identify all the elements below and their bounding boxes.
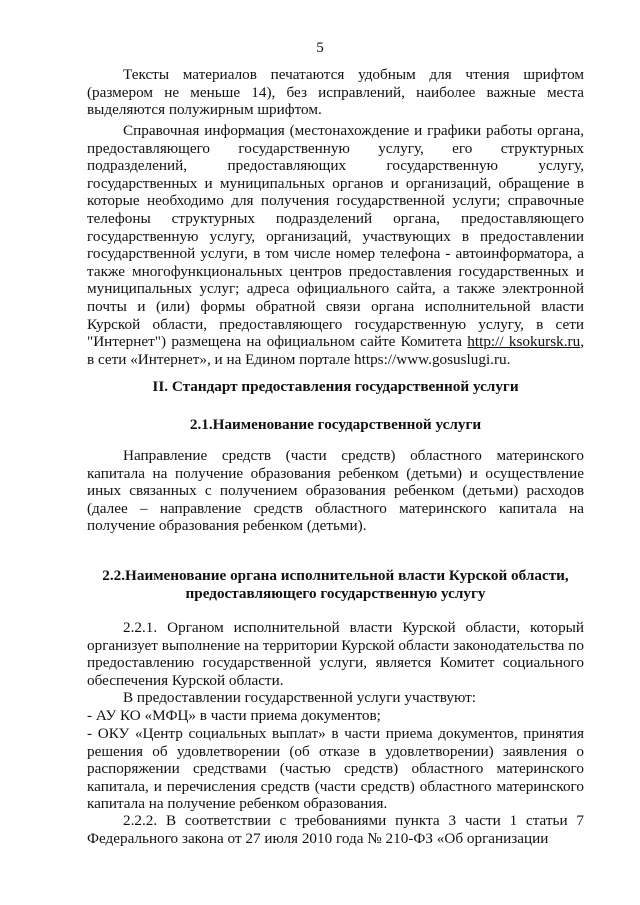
paragraph-text: В предоставлении государственной услуги участвуют: [123,689,476,706]
section-heading: II. Стандарт предоставления государственной услуги [152,378,519,395]
subsection-heading-line2: предоставляющего государственную услугу [185,584,486,602]
paragraph-fonts [87,66,584,119]
paragraph-mfc [87,707,584,725]
paragraph-text [87,122,584,368]
subsection-heading-line1: 2.2.Наименование органа исполнительной власти Курской области, [102,567,569,584]
paragraph-text: Направление средств (части средств) областного материнского капитала на получение образования ребенком (детьми) и осуществление иных связанных с получением образования ребенком (детьми) расходов (далее – направление средств областного материнского капитала на получение образования ребенком (детьми). [87,447,584,535]
page-number: 5 [316,40,324,56]
subsection-2-1-heading-block [87,416,584,434]
paragraph-2-2-1 [87,619,584,689]
list-item: - ОКУ «Центр социальных выплат» в части приема документов, принятия решения об удовлетворении (об отказе в удовлетворении) заявления о распоряжении средствами (частью средств) областного материнского капитала, и перечисления средств (части средств) областного материнского капитала на получение ребенком образования. [87,725,584,813]
paragraph-text: 2.2.2. В соответствии с требованиями пункта 3 части 1 статьи 7 Федерального закона от 27 июля 2010 года № 210-ФЗ «Об организации [87,812,584,847]
paragraph-csv [87,725,584,813]
paragraph-participants [87,689,584,707]
paragraph-reference-info [87,122,584,368]
paragraph-text: Тексты материалов печатаются удобным для чтения шрифтом (размером не меньше 14), без исправлений, наиболее важные места выделяются полужирным шрифтом. [87,66,584,119]
list-item: - АУ КО «МФЦ» в части приема документов; [87,707,381,724]
paragraph-body: Справочная информация (местонахождение и графики работы органа, предоставляющего государственную услугу, его структурных подразделений, предоставляющих государственную услугу, государственных и муниципальных органов и организаций, обращение в которые необходимо для получения государственной услуги; справочные телефоны структурных подразделений органа, предоставляющего государственную услугу, организаций, участвующих в предоставлении государственной услуги, в том числе номер телефона - автоинформатора, а также многофункциональных центров предоставления государственных и муниципальных услуг; адреса официального сайта, а также электронной почты и (или) формы обратной связи органа исполнительной власти Курской области, предоставляющего государственную услугу, в сети "Интернет") размещена на официальном сайте Комитета [87,122,584,351]
paragraph-tail: , в сети «Интернет», и на Едином портале https://www.gosuslugi.ru. [87,333,584,368]
paragraph-text: 2.2.1. Органом исполнительной власти Курской области, который организует выполнение на территории Курской области законодательства по предоставлению государственной услуги, является Комитет социального обеспечения Курской области. [87,619,584,689]
paragraph-service-name [87,447,584,535]
subsection-2-2-heading-block [87,567,584,602]
section-2-heading-block [87,378,584,396]
paragraph-2-2-2 [87,812,584,847]
subsection-heading: 2.1.Наименование государственной услуги [189,416,482,433]
committee-site-link[interactable]: http:// ksokursk.ru [467,333,581,351]
